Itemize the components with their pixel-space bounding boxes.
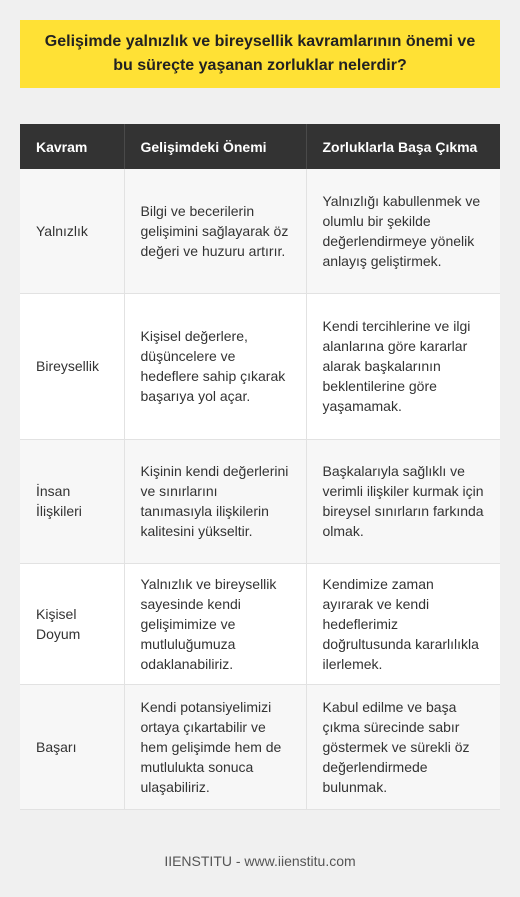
comparison-table: [20, 124, 500, 810]
cell-zorluklar: Kendimize zaman ayırarak ve kendi hedeflerimiz doğrultusunda kararlılıkla ilerlemek.: [306, 563, 500, 684]
footer-credit: IIENSTITU - www.iienstitu.com: [164, 853, 356, 869]
header-kavram: Kavram: [20, 124, 124, 169]
cell-kavram: Bireysellik: [20, 293, 124, 439]
cell-onemi: Kendi potansiyelimizi ortaya çıkartabilir ve hem gelişimde hem de mutlulukta sonuca ulaşabiliriz.: [124, 684, 306, 809]
header-zorluklarla-basa-cikma: Zorluklarla Başa Çıkma: [306, 124, 500, 169]
table-header-row: [20, 124, 500, 169]
cell-onemi: Yalnızlık ve bireysellik sayesinde kendi gelişimimize ve mutluluğumuza odaklanabiliriz.: [124, 563, 306, 684]
cell-onemi: Kişisel değerlere, düşüncelere ve hedeflere sahip çıkarak başarıya yol açar.: [124, 293, 306, 439]
table-row: [20, 169, 500, 293]
title-banner: [20, 20, 500, 88]
cell-kavram: Başarı: [20, 684, 124, 809]
cell-zorluklar: Başkalarıyla sağlıklı ve verimli ilişkiler kurmak için bireysel sınırların farkında olmak.: [306, 439, 500, 563]
cell-zorluklar: Kabul edilme ve başa çıkma sürecinde sabır göstermek ve sürekli öz değerlendirmede bulunmak.: [306, 684, 500, 809]
cell-kavram: İnsan İlişkileri: [20, 439, 124, 563]
header-gelisimdeki-onemi: Gelişimdeki Önemi: [124, 124, 306, 169]
cell-kavram: Yalnızlık: [20, 169, 124, 293]
cell-onemi: Kişinin kendi değerlerini ve sınırlarını tanımasıyla ilişkilerin kalitesini yükseltir.: [124, 439, 306, 563]
comparison-table-container: [20, 124, 500, 810]
table-row: [20, 439, 500, 563]
page-title: Gelişimde yalnızlık ve bireysellik kavramlarının önemi ve bu süreçte yaşanan zorluklar nelerdir?: [44, 33, 476, 74]
cell-kavram: Kişisel Doyum: [20, 563, 124, 684]
table-row: [20, 563, 500, 684]
table-row: [20, 293, 500, 439]
cell-zorluklar: Yalnızlığı kabullenmek ve olumlu bir şekilde değerlendirmeye yönelik anlayış geliştirmek.: [306, 169, 500, 293]
table-row: [20, 684, 500, 809]
cell-onemi: Bilgi ve becerilerin gelişimini sağlayarak öz değeri ve huzuru artırır.: [124, 169, 306, 293]
cell-zorluklar: Kendi tercihlerine ve ilgi alanlarına göre kararlar alarak başkalarının beklentilerine göre yaşamamak.: [306, 293, 500, 439]
